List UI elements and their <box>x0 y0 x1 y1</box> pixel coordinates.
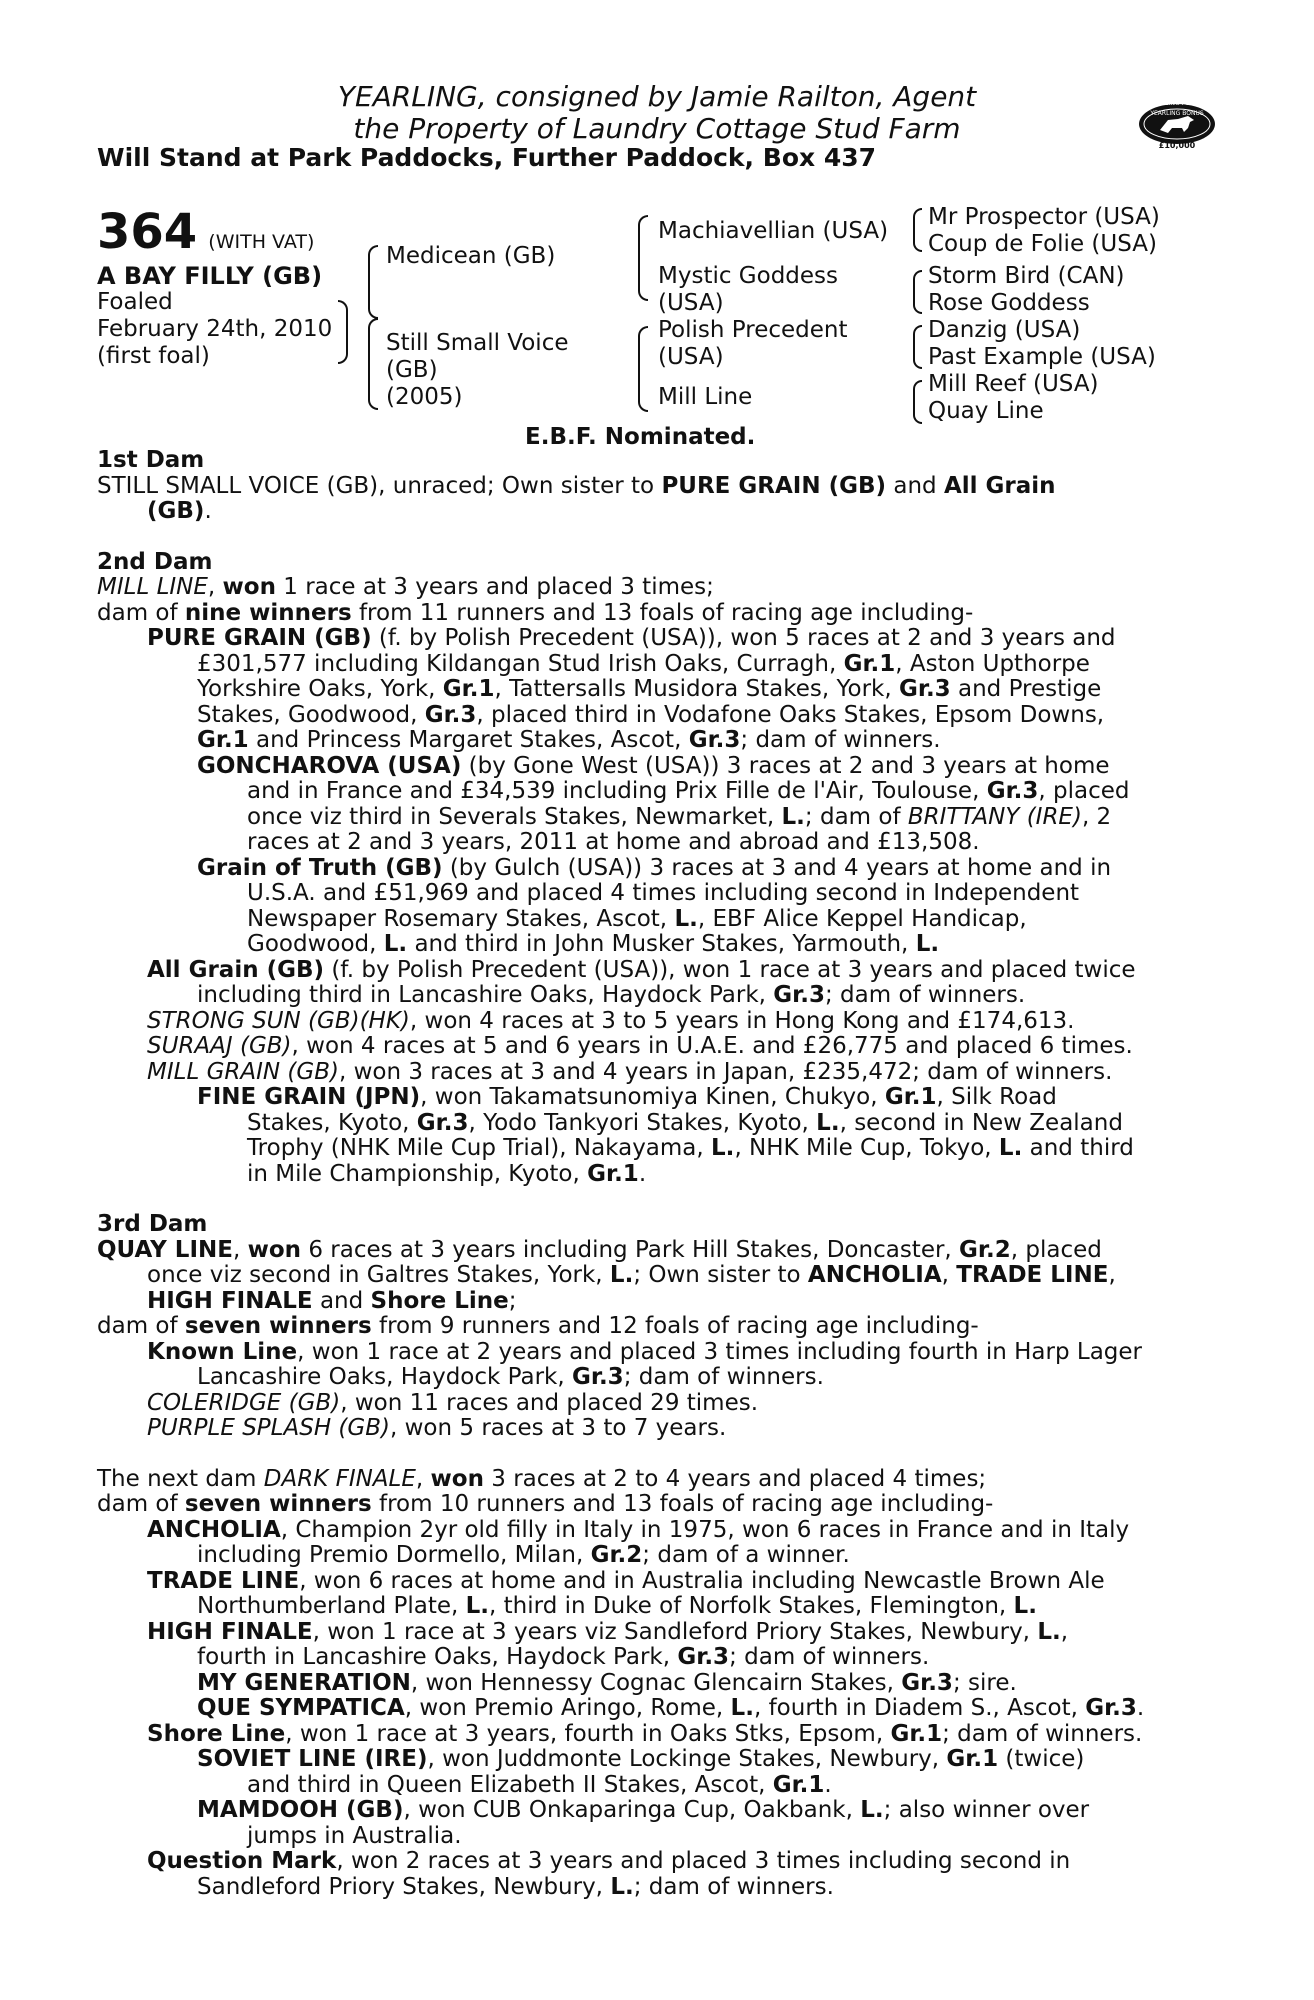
text: ; dam of winners. <box>740 727 941 753</box>
text: , Yodo Tankyori Stakes, Kyoto, <box>468 1109 817 1136</box>
yearling-bonus-badge <box>1138 98 1216 150</box>
text: , won 5 races at 3 to 7 years. <box>389 1415 727 1441</box>
text: (f. by Polish Precedent (USA)), won 1 race at 3 years and placed twice <box>324 956 1136 983</box>
text: 3 races at 2 to 4 years and placed 4 times; <box>483 1465 987 1492</box>
first-dam-line-2 <box>97 499 1205 525</box>
high-finale-line-1 <box>97 1620 1205 1646</box>
next-dam-line-1 <box>97 1467 1205 1493</box>
text-bold: GONCHAROVA (USA) <box>197 752 462 779</box>
text: ; dam of winners. <box>729 1644 930 1670</box>
text-bold: ANCHOLIA <box>807 1262 942 1288</box>
brace-sire-parents <box>638 215 648 301</box>
text: and third in John Musker Stakes, Yarmouth, <box>407 931 916 957</box>
goncharova-line-2 <box>97 779 1205 805</box>
text-bold: Grain of Truth (GB) <box>197 854 443 881</box>
text: fourth in Lancashire Oaks, Haydock Park, <box>197 1644 678 1670</box>
third-dam-heading: 3rd Dam <box>97 1211 208 1237</box>
text: dam of <box>97 599 185 626</box>
pedigree-dam-l2: (GB) <box>386 357 438 383</box>
text: 6 races at 3 years including Park Hill Stakes, Doncaster, <box>301 1236 960 1263</box>
text-italic: BRITTANY (IRE) <box>907 803 1082 830</box>
all-grain-line-2 <box>97 983 1205 1009</box>
ancholia-line-1 <box>97 1518 1205 1544</box>
text: . <box>1136 1695 1145 1721</box>
brace-g1 <box>913 208 922 252</box>
fine-grain-line-1 <box>97 1085 1205 1111</box>
text-bold: Gr.3 <box>773 982 825 1008</box>
text: (f. by Polish Precedent (USA)), won 5 races at 2 and 3 years and <box>371 625 1116 651</box>
text: and Prestige <box>950 676 1102 702</box>
text-bold: Question Mark <box>147 1848 337 1874</box>
text: , placed <box>1010 1236 1102 1263</box>
pedigree-ss: Machiavellian (USA) <box>658 218 889 244</box>
text-bold: L. <box>465 1593 490 1619</box>
text-italic: MILL GRAIN (GB) <box>147 1058 339 1085</box>
lot-name: A BAY FILLY (GB) <box>97 262 323 290</box>
pure-grain-line-1 <box>97 626 1205 652</box>
text: once viz third in Severals Stakes, Newmarket, <box>247 803 782 830</box>
text: ; dam of winners. <box>942 1720 1143 1747</box>
text: in Mile Championship, Kyoto, <box>247 1160 588 1187</box>
text: Goodwood, <box>247 931 384 957</box>
text: and Princess Margaret Stakes, Ascot, <box>248 727 689 753</box>
pedigree-ssd: Coup de Folie (USA) <box>928 231 1157 257</box>
second-dam-line-2 <box>97 601 1205 627</box>
text: , placed <box>1038 778 1130 804</box>
text: , Silk Road <box>936 1084 1057 1110</box>
my-generation-line <box>97 1671 1205 1697</box>
text: , EBF Alice Keppel Handicap, <box>697 905 1027 932</box>
text-bold: Gr.3 <box>986 778 1039 804</box>
text: . <box>824 1771 832 1798</box>
goncharova-line-4: races at 2 and 3 years, 2011 at home and abroad and £13,508. <box>247 829 980 855</box>
text: Sandleford Priory Stakes, Newbury, <box>197 1873 611 1900</box>
text-bold: L. <box>610 1873 634 1900</box>
text-italic: COLERIDGE (GB) <box>147 1389 341 1416</box>
text: including Premio Dormello, Milan, <box>197 1542 591 1568</box>
text: Yorkshire Oaks, York, <box>197 676 443 702</box>
mamdooh-line-1 <box>97 1798 1205 1824</box>
text: , won 3 races at 3 and 4 years in Japan, £235,472; dam of winners. <box>338 1058 1113 1085</box>
text: , <box>232 1236 248 1263</box>
pedigree-ddd: Quay Line <box>928 398 1044 424</box>
mamdooh-line-2: jumps in Australia. <box>247 1822 462 1849</box>
goncharova-line-3 <box>97 805 1205 831</box>
text-bold: Gr.2 <box>959 1236 1011 1263</box>
pure-grain-line-4 <box>97 703 1205 729</box>
pedigree-dd: Mill Line <box>658 384 753 410</box>
text: , won 1 race at 3 years viz Sandleford Priory Stakes, Newbury, <box>312 1618 1038 1645</box>
text: , <box>941 1262 957 1288</box>
text-bold: HIGH FINALE <box>147 1287 313 1314</box>
text-bold: TRADE LINE <box>147 1567 300 1594</box>
fine-grain-line-2 <box>97 1111 1205 1137</box>
text-bold: won <box>430 1465 484 1492</box>
pure-grain-line-3 <box>97 677 1205 703</box>
dam-details <box>97 448 1205 1900</box>
text-bold: L. <box>998 1135 1023 1161</box>
text: , <box>1108 1262 1116 1288</box>
ebf-nominated: E.B.F. Nominated. <box>525 424 756 450</box>
badge-mid-text: YEARLING BONUS <box>1150 110 1204 117</box>
strong-sun-line <box>97 1009 1205 1035</box>
pedigree-dds: Mill Reef (USA) <box>928 371 1099 397</box>
brace-dam <box>368 318 378 410</box>
shore-line-line <box>97 1722 1205 1748</box>
text-bold: L. <box>860 1797 884 1823</box>
text: , <box>415 1465 431 1492</box>
text-bold: L. <box>915 931 940 957</box>
text-bold: SOVIET LINE (IRE) <box>197 1746 428 1772</box>
pedigree-dss: Danzig (USA) <box>928 317 1081 343</box>
text: ; sire. <box>952 1669 1017 1696</box>
text-bold: PURE GRAIN (GB) <box>661 472 887 499</box>
lot-number: 364 <box>97 204 198 260</box>
text: The next dam <box>97 1465 264 1492</box>
grain-of-truth-line-1 <box>97 856 1205 882</box>
brace-g3 <box>913 325 922 369</box>
brace-connect <box>338 300 348 364</box>
text-bold: L. <box>730 1695 754 1721</box>
text: , placed third in Vodafone Oaks Stakes, Epsom Downs, <box>476 701 1105 728</box>
text-bold: L. <box>711 1135 735 1161</box>
text-bold: seven winners <box>184 1491 372 1517</box>
text: , won 1 race at 3 years, fourth in Oaks Stks, Epsom, <box>285 1720 891 1747</box>
text-bold: Gr.3 <box>1085 1695 1137 1721</box>
brace-dam-parents <box>638 326 648 412</box>
question-mark-line-1 <box>97 1849 1205 1875</box>
text-bold: Gr.3 <box>901 1669 953 1696</box>
text-italic: DARK FINALE <box>263 1465 416 1492</box>
grain-of-truth-line-2: U.S.A. and £51,969 and placed 4 times including second in Independent <box>247 880 1080 906</box>
text: . <box>638 1160 647 1187</box>
text: Newspaper Rosemary Stakes, Ascot, <box>247 905 675 932</box>
pedigree-sd-l1: Mystic Goddess <box>658 263 839 289</box>
text-bold: All Grain (GB) <box>147 956 325 983</box>
text-bold: L. <box>816 1109 840 1136</box>
text-bold: L. <box>609 1262 634 1288</box>
text: , 2 <box>1081 803 1112 830</box>
text-bold: won <box>222 574 276 600</box>
text-bold: ANCHOLIA <box>147 1516 281 1543</box>
pedigree-ds-l2: (USA) <box>658 344 724 370</box>
brace-g2 <box>913 270 922 314</box>
pedigree-sds: Storm Bird (CAN) <box>928 263 1125 289</box>
text-bold: Gr.1 <box>587 1160 639 1187</box>
pedigree-dsd: Past Example (USA) <box>928 344 1156 370</box>
text: Stakes, Kyoto, <box>247 1109 417 1136</box>
second-dam-line-1 <box>97 575 1205 601</box>
quay-line-4 <box>97 1314 1205 1340</box>
text: , won Premio Aringo, Rome, <box>404 1695 731 1721</box>
text-bold: (GB) <box>147 498 205 524</box>
text-bold: nine winners <box>184 599 352 626</box>
ancholia-line-2 <box>97 1543 1205 1569</box>
text: from 11 runners and 13 foals of racing age including- <box>351 599 974 626</box>
pedigree-sire: Medicean (GB) <box>386 243 556 269</box>
text-bold: FINE GRAIN (JPN) <box>197 1084 421 1110</box>
text-bold: QUAY LINE <box>97 1236 233 1263</box>
text-italic: PURPLE SPLASH (GB) <box>147 1415 390 1441</box>
text-bold: seven winners <box>184 1313 372 1339</box>
pure-grain-line-2 <box>97 652 1205 678</box>
text-bold: Gr.1 <box>442 676 495 702</box>
text: ; dam of winners. <box>824 982 1026 1008</box>
text: , won Juddmonte Lockinge Stakes, Newbury, <box>427 1746 947 1772</box>
fine-grain-line-3 <box>97 1136 1205 1162</box>
text: (by Gulch (USA)) 3 races at 3 and 4 years at home and in <box>442 854 1112 881</box>
first-foal-note: (first foal) <box>97 343 210 369</box>
quay-line-3 <box>97 1289 1205 1315</box>
text: and <box>886 472 944 499</box>
foaled-label: Foaled <box>97 289 173 315</box>
text: , won 4 races at 5 and 6 years in U.A.E. and £26,775 and placed 6 times. <box>291 1033 1133 1059</box>
badge-bottom-text: £10,000 <box>1158 141 1196 150</box>
coleridge-line <box>97 1391 1205 1417</box>
text-bold: Gr.3 <box>424 701 477 728</box>
next-dam-line-2 <box>97 1492 1205 1518</box>
text: ; dam of <box>804 803 908 830</box>
text: 1 race at 3 years and placed 3 times; <box>275 574 714 600</box>
text-bold: MY GENERATION <box>197 1669 411 1696</box>
foaled-date: February 24th, 2010 <box>97 316 333 342</box>
trade-line-1 <box>97 1569 1205 1595</box>
text: from 10 runners and 13 foals of racing age including- <box>371 1491 994 1517</box>
lot-number-row <box>97 204 314 260</box>
second-dam-heading: 2nd Dam <box>97 548 213 575</box>
text-bold: Gr.1 <box>946 1746 999 1772</box>
text-italic: SURAAJ (GB) <box>147 1033 292 1059</box>
text: including third in Lancashire Oaks, Haydock Park, <box>197 982 774 1008</box>
text-bold: Gr.1 <box>884 1084 937 1110</box>
goncharova-line-1 <box>97 754 1205 780</box>
text: from 9 runners and 12 foals of racing age including- <box>371 1313 979 1339</box>
text: dam of <box>97 1491 185 1517</box>
text-bold: Gr.3 <box>572 1364 624 1390</box>
text-bold: Shore Line <box>147 1720 286 1747</box>
text-bold: L. <box>674 905 698 932</box>
pedigree-sdd: Rose Goddess <box>928 290 1090 316</box>
pedigree-sd-l2: (USA) <box>658 290 724 316</box>
text: ; dam of a winner. <box>642 1542 850 1568</box>
text: . <box>204 498 212 524</box>
text: , Champion 2yr old filly in Italy in 1975, won 6 races in France and in Italy <box>280 1516 1130 1543</box>
text-bold: QUE SYMPATICA <box>197 1695 405 1721</box>
text: ; Own sister to <box>633 1262 808 1288</box>
text: , <box>1060 1618 1069 1645</box>
quay-line-2 <box>97 1263 1205 1289</box>
pedigree-ds-l1: Polish Precedent <box>658 317 848 343</box>
text-bold: Gr.3 <box>688 727 741 753</box>
pedigree-dam-l1: Still Small Voice <box>386 330 569 356</box>
text: , <box>207 574 223 600</box>
text-italic: MILL LINE <box>97 574 208 600</box>
text-bold: HIGH FINALE <box>147 1618 313 1645</box>
header-line-3: Will Stand at Park Paddocks, Further Paddock, Box 437 <box>97 143 877 172</box>
text: once viz second in Galtres Stakes, York, <box>147 1262 610 1288</box>
text-bold: Gr.3 <box>899 676 951 702</box>
text: , won CUB Onkaparinga Cup, Oakbank, <box>403 1797 861 1823</box>
text: , won 4 races at 3 to 5 years in Hong Kong and £174,613. <box>409 1007 1075 1034</box>
soviet-line-2 <box>97 1773 1205 1799</box>
que-sympatica-line <box>97 1696 1205 1722</box>
text: , won 2 races at 3 years and placed 3 times including second in <box>336 1848 1071 1874</box>
text: Trophy (NHK Mile Cup Trial), Nakayama, <box>247 1135 712 1161</box>
header-line-2: the Property of Laundry Cottage Stud Farm <box>353 112 961 145</box>
text: (by Gone West (USA)) 3 races at 2 and 3 years at home <box>461 752 1110 779</box>
vat-note: (WITH VAT) <box>208 231 315 253</box>
known-line-1 <box>97 1340 1205 1366</box>
mill-grain-line <box>97 1060 1205 1086</box>
known-line-2 <box>97 1365 1205 1391</box>
text: , NHK Mile Cup, Tokyo, <box>734 1135 999 1161</box>
text: , won Hennessy Cognac Glencairn Stakes, <box>410 1669 902 1696</box>
quay-line-1 <box>97 1238 1205 1264</box>
text: ; dam of winners. <box>633 1873 834 1900</box>
text-bold: Gr.2 <box>590 1542 643 1568</box>
text-bold: Known Line <box>147 1338 298 1365</box>
text: and in France and £34,539 including Prix Fille de l'Air, Toulouse, <box>247 778 987 804</box>
text-bold: Gr.3 <box>416 1109 469 1136</box>
text-bold: Shore Line <box>370 1287 509 1314</box>
suraaj-line <box>97 1034 1205 1060</box>
text: , won 1 race at 2 years and placed 3 times including fourth in Harp Lager <box>297 1338 1142 1365</box>
question-mark-line-2 <box>97 1875 1205 1901</box>
text: STILL SMALL VOICE (GB), unraced; Own sister to <box>97 472 662 499</box>
text-bold: MAMDOOH (GB) <box>197 1797 404 1823</box>
text: ; also winner over <box>883 1797 1090 1823</box>
first-dam-line-1 <box>97 474 1205 500</box>
fine-grain-line-4 <box>97 1162 1205 1188</box>
soviet-line-1 <box>97 1747 1205 1773</box>
high-finale-line-2 <box>97 1645 1205 1671</box>
text: (twice) <box>998 1746 1085 1772</box>
text: , third in Duke of Norfolk Stakes, Flemington, <box>489 1593 1014 1619</box>
text: and <box>312 1287 371 1314</box>
pure-grain-line-5 <box>97 728 1205 754</box>
text: , won 6 races at home and in Australia including Newcastle Brown Ale <box>299 1567 1105 1594</box>
text: , Tattersalls Musidora Stakes, York, <box>494 676 899 702</box>
pedigree-sss: Mr Prospector (USA) <box>928 204 1160 230</box>
text: £301,577 including Kildangan Stud Irish Oaks, Curragh, <box>197 650 844 677</box>
trade-line-2 <box>97 1594 1205 1620</box>
text: Stakes, Goodwood, <box>197 701 425 728</box>
text-bold: Gr.1 <box>843 650 896 677</box>
badge-top-text: RACING POST <box>1156 100 1198 107</box>
text-bold: L. <box>781 803 805 830</box>
brace-sire <box>368 245 378 319</box>
text-bold: Gr.1 <box>890 1720 943 1747</box>
text: ; dam of winners. <box>623 1364 824 1390</box>
text: Northumberland Plate, <box>197 1593 466 1619</box>
text: ; <box>508 1287 517 1314</box>
text: , won 11 races and placed 29 times. <box>340 1389 759 1416</box>
header-line-1: YEARLING, consigned by Jamie Railton, Agent <box>337 80 977 113</box>
text: dam of <box>97 1313 185 1339</box>
text: and third in Queen Elizabeth II Stakes, Ascot, <box>247 1771 773 1798</box>
text-bold: Gr.1 <box>197 727 249 753</box>
text-bold: won <box>247 1236 302 1263</box>
text: Lancashire Oaks, Haydock Park, <box>197 1364 572 1390</box>
text-bold: L. <box>1013 1593 1037 1619</box>
text-bold: PURE GRAIN (GB) <box>147 625 372 651</box>
text: , second in New Zealand <box>839 1109 1123 1136</box>
text-bold: TRADE LINE <box>956 1262 1109 1288</box>
text-bold: All Grain <box>943 472 1056 499</box>
text: , Aston Upthorpe <box>895 650 1090 677</box>
purple-splash-line <box>97 1416 1205 1442</box>
text-bold: L. <box>1037 1618 1061 1645</box>
brace-g4 <box>913 380 922 424</box>
text-bold: Gr.1 <box>772 1771 825 1798</box>
text: , fourth in Diadem S., Ascot, <box>753 1695 1086 1721</box>
text-bold: Gr.3 <box>677 1644 730 1670</box>
text-italic: STRONG SUN (GB)(HK) <box>147 1007 410 1034</box>
text: and third <box>1022 1135 1134 1161</box>
pedigree-dam-l3: (2005) <box>386 384 463 410</box>
grain-of-truth-line-4 <box>97 932 1205 958</box>
first-dam-heading: 1st Dam <box>97 447 205 473</box>
text: , won Takamatsunomiya Kinen, Chukyo, <box>420 1084 885 1110</box>
all-grain-line-1 <box>97 958 1205 984</box>
grain-of-truth-line-3 <box>97 907 1205 933</box>
text-bold: L. <box>383 931 408 957</box>
